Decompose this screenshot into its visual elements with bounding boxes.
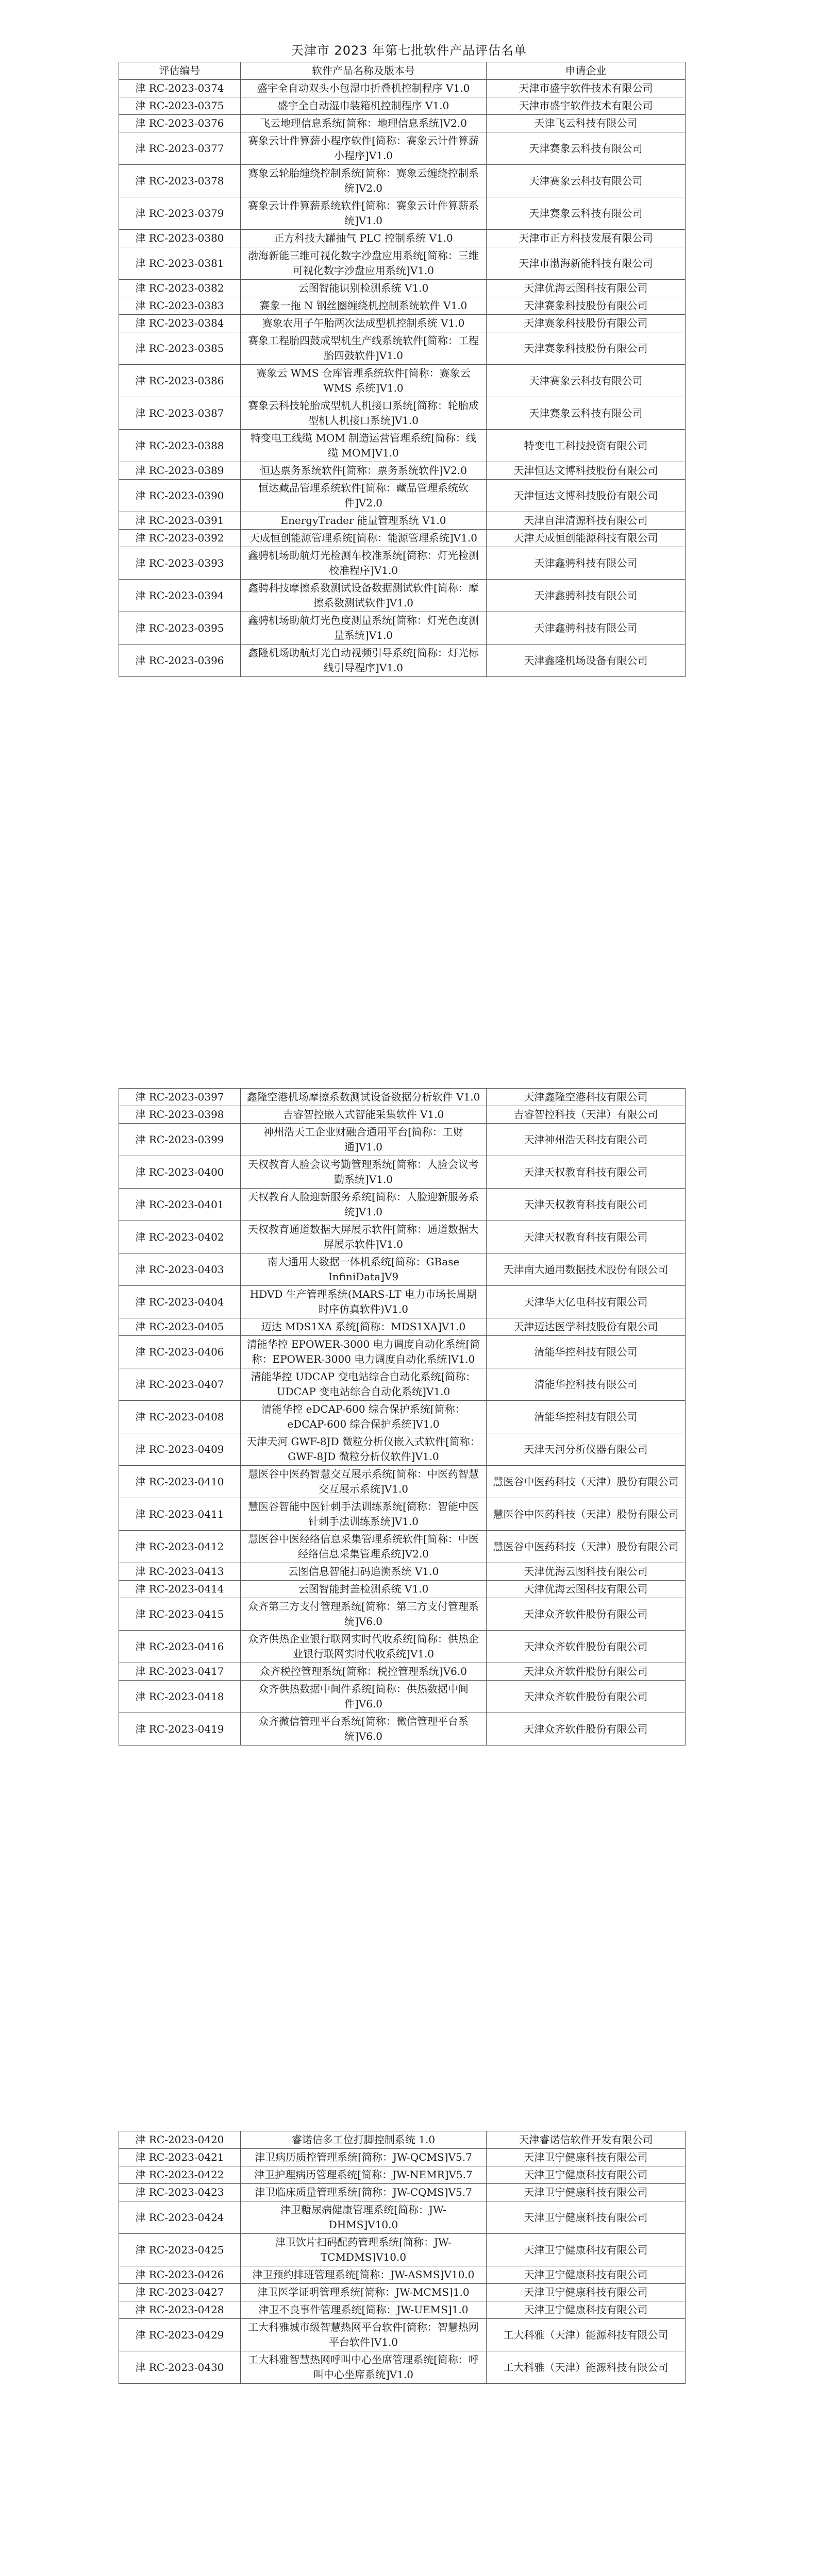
table-row <box>119 1156 686 1189</box>
company-cell: 天津卫宁健康科技有限公司 <box>487 2184 686 2201</box>
product-name-cell: 鑫隆空港机场摩擦系数测试设备数据分析软件 V1.0 <box>241 1089 487 1106</box>
product-name-cell: 神州浩天工企业财融合通用平台[简称：工财通]V1.0 <box>241 1124 487 1156</box>
evaluation-table-2 <box>119 1088 686 1745</box>
product-name-cell: 盛宇全自动湿巾装箱机控制程序 V1.0 <box>241 97 487 115</box>
table-row <box>119 480 686 512</box>
company-cell: 天津卫宁健康科技有限公司 <box>487 2166 686 2184</box>
product-name-cell: 众齐微信管理平台系统[简称：微信管理平台系统]V6.0 <box>241 1713 487 1745</box>
company-cell: 天津鑫骋科技有限公司 <box>487 580 686 612</box>
company-cell: 天津神州浩天科技有限公司 <box>487 1124 686 1156</box>
company-cell: 天津卫宁健康科技有限公司 <box>487 2149 686 2166</box>
product-name-cell: HDVD 生产管理系统(MARS-LT 电力市场长周期时序仿真软件)V1.0 <box>241 1286 487 1318</box>
company-cell: 天津迈达医学科技股份有限公司 <box>487 1318 686 1336</box>
eval-id-cell: 津 RC-2023-0379 <box>119 197 241 230</box>
eval-id-cell: 津 RC-2023-0422 <box>119 2166 241 2184</box>
table-row <box>119 332 686 365</box>
product-name-cell: 津卫糖尿病健康管理系统[简称：JW-DHMS]V10.0 <box>241 2201 487 2234</box>
eval-id-cell: 津 RC-2023-0406 <box>119 1336 241 1368</box>
page-title: 天津市 2023 年第七批软件产品评估名单 <box>291 43 527 58</box>
table-row <box>119 1286 686 1318</box>
product-name-cell: 慧医谷中医药智慧交互展示系统[简称：中医药智慧交互展示系统]V1.0 <box>241 1466 487 1498</box>
eval-id-cell: 津 RC-2023-0400 <box>119 1156 241 1189</box>
product-name-cell: 赛象云轮胎缠绕控制系统[简称：赛象云缠绕控制系统]V2.0 <box>241 165 487 197</box>
table-row <box>119 1433 686 1466</box>
eval-id-cell: 津 RC-2023-0376 <box>119 115 241 132</box>
eval-id-cell: 津 RC-2023-0380 <box>119 230 241 247</box>
eval-id-cell: 津 RC-2023-0402 <box>119 1221 241 1253</box>
evaluation-table-3 <box>119 2131 686 2384</box>
product-name-cell: 迈达 MDS1XA 系统[简称：MDS1XA]V1.0 <box>241 1318 487 1336</box>
eval-id-cell: 津 RC-2023-0393 <box>119 547 241 580</box>
eval-id-cell: 津 RC-2023-0404 <box>119 1286 241 1318</box>
eval-id-cell: 津 RC-2023-0413 <box>119 1563 241 1581</box>
table-row <box>119 297 686 315</box>
product-name-cell: 赛象农用子午胎两次法成型机控制系统 V1.0 <box>241 315 487 332</box>
table-row <box>119 2201 686 2234</box>
table-row <box>119 1253 686 1286</box>
company-cell: 天津优海云图科技有限公司 <box>487 280 686 297</box>
product-name-cell: 津卫预约排班管理系统[简称：JW-ASMS]V10.0 <box>241 2266 487 2284</box>
product-name-cell: 津卫病历质控管理系统[简称：JW-QCMS]V5.7 <box>241 2149 487 2166</box>
eval-id-cell: 津 RC-2023-0412 <box>119 1531 241 1563</box>
product-name-cell: 南大通用大数据一体机系统[简称：GBase InfiniData]V9 <box>241 1253 487 1286</box>
product-name-cell: 盛宇全自动双头小包湿巾折叠机控制程序 V1.0 <box>241 80 487 97</box>
eval-id-cell: 津 RC-2023-0392 <box>119 530 241 547</box>
product-name-cell: 津卫饮片扫码配药管理系统[简称：JW-TCMDMS]V10.0 <box>241 2234 487 2266</box>
product-name-cell: 天成恒创能源管理系统[简称：能源管理系统]V1.0 <box>241 530 487 547</box>
product-name-cell: 津卫护理病历管理系统[简称：JW-NEMR]V5.7 <box>241 2166 487 2184</box>
product-name-cell: 云图信息智能扫码追溯系统 V1.0 <box>241 1563 487 1581</box>
product-name-cell: 众齐税控管理系统[简称：税控管理系统]V6.0 <box>241 1663 487 1681</box>
product-name-cell: 赛象云计件算薪系统软件[简称：赛象云计件算薪系统]V1.0 <box>241 197 487 230</box>
table-header-row <box>119 62 686 80</box>
table-row <box>119 547 686 580</box>
eval-id-cell: 津 RC-2023-0381 <box>119 247 241 280</box>
table-row <box>119 2184 686 2201</box>
table-row <box>119 530 686 547</box>
table-row <box>119 365 686 397</box>
eval-id-cell: 津 RC-2023-0430 <box>119 2351 241 2384</box>
table-row <box>119 397 686 430</box>
table-row <box>119 2234 686 2266</box>
company-cell: 天津众齐软件股份有限公司 <box>487 1713 686 1745</box>
company-cell: 清能华控科技有限公司 <box>487 1401 686 1433</box>
eval-id-cell: 津 RC-2023-0420 <box>119 2131 241 2149</box>
table-row <box>119 2351 686 2384</box>
product-name-cell: 鑫隆机场助航灯光自动视频引导系统[简称：灯光标线引导程序]V1.0 <box>241 645 487 677</box>
company-cell: 天津众齐软件股份有限公司 <box>487 1681 686 1713</box>
company-cell: 清能华控科技有限公司 <box>487 1336 686 1368</box>
eval-id-cell: 津 RC-2023-0389 <box>119 462 241 480</box>
table-row <box>119 1681 686 1713</box>
company-cell: 天津市盛宇软件技术有限公司 <box>487 97 686 115</box>
eval-id-cell: 津 RC-2023-0417 <box>119 1663 241 1681</box>
table-row <box>119 1089 686 1106</box>
company-cell: 工大科雅（天津）能源科技有限公司 <box>487 2351 686 2384</box>
table-row <box>119 1336 686 1368</box>
product-name-cell: 工大科雅智慧热网呼叫中心坐席管理系统[简称：呼叫中心坐席系统]V1.0 <box>241 2351 487 2384</box>
table-row <box>119 1221 686 1253</box>
company-cell: 天津鑫隆空港科技有限公司 <box>487 1089 686 1106</box>
table-row <box>119 462 686 480</box>
eval-id-cell: 津 RC-2023-0396 <box>119 645 241 677</box>
product-name-cell: 天权教育通道数据大屏展示软件[简称：通道数据大屏展示软件]V1.0 <box>241 1221 487 1253</box>
table-body <box>119 1089 686 1745</box>
company-cell: 天津赛象科技股份有限公司 <box>487 332 686 365</box>
eval-id-cell: 津 RC-2023-0403 <box>119 1253 241 1286</box>
company-cell: 天津南大通用数据技术股份有限公司 <box>487 1253 686 1286</box>
table-row <box>119 197 686 230</box>
eval-id-cell: 津 RC-2023-0414 <box>119 1581 241 1598</box>
company-cell: 清能华控科技有限公司 <box>487 1368 686 1401</box>
table-row <box>119 645 686 677</box>
company-cell: 特变电工科技投资有限公司 <box>487 430 686 462</box>
company-cell: 天津众齐软件股份有限公司 <box>487 1663 686 1681</box>
company-cell: 天津恒达文博科技股份有限公司 <box>487 480 686 512</box>
table-row <box>119 132 686 165</box>
product-name-cell: 鑫骋机场助航灯光检测车校准系统[简称：灯光检测校准程序]V1.0 <box>241 547 487 580</box>
company-cell: 天津赛象云科技有限公司 <box>487 197 686 230</box>
table-row <box>119 165 686 197</box>
company-cell: 天津天成恒创能源科技有限公司 <box>487 530 686 547</box>
company-cell: 吉睿智控科技（天津）有限公司 <box>487 1106 686 1124</box>
product-name-cell: 工大科雅城市级智慧热网平台软件[简称：智慧热网平台软件]V1.0 <box>241 2319 487 2351</box>
company-cell: 天津优海云图科技有限公司 <box>487 1563 686 1581</box>
table-row <box>119 280 686 297</box>
eval-id-cell: 津 RC-2023-0394 <box>119 580 241 612</box>
product-name-cell: 赛象云计件算薪小程序软件[简称：赛象云计件算薪小程序]V1.0 <box>241 132 487 165</box>
product-name-cell: 赛象工程胎四鼓成型机生产线系统软件[简称：工程胎四鼓软件]V1.0 <box>241 332 487 365</box>
eval-id-cell: 津 RC-2023-0407 <box>119 1368 241 1401</box>
eval-id-cell: 津 RC-2023-0421 <box>119 2149 241 2166</box>
header-product: 软件产品名称及版本号 <box>241 62 487 80</box>
table-body <box>119 80 686 677</box>
product-name-cell: 众齐第三方支付管理系统[简称：第三方支付管理系统]V6.0 <box>241 1598 487 1631</box>
eval-id-cell: 津 RC-2023-0397 <box>119 1089 241 1106</box>
table-row <box>119 97 686 115</box>
company-cell: 天津市渤海新能科技有限公司 <box>487 247 686 280</box>
evaluation-table-1 <box>119 62 686 677</box>
company-cell: 天津天权教育科技有限公司 <box>487 1156 686 1189</box>
table-row <box>119 1368 686 1401</box>
company-cell: 慧医谷中医药科技（天津）股份有限公司 <box>487 1531 686 1563</box>
eval-id-cell: 津 RC-2023-0385 <box>119 332 241 365</box>
company-cell: 天津卫宁健康科技有限公司 <box>487 2234 686 2266</box>
table-row <box>119 1531 686 1563</box>
eval-id-cell: 津 RC-2023-0395 <box>119 612 241 645</box>
company-cell: 天津天河分析仪器有限公司 <box>487 1433 686 1466</box>
company-cell: 天津赛象云科技有限公司 <box>487 365 686 397</box>
product-name-cell: 恒达藏品管理系统软件[简称：藏品管理系统软件]V2.0 <box>241 480 487 512</box>
company-cell: 天津睿诺信软件开发有限公司 <box>487 2131 686 2149</box>
eval-id-cell: 津 RC-2023-0410 <box>119 1466 241 1498</box>
company-cell: 天津赛象云科技有限公司 <box>487 165 686 197</box>
table-row <box>119 2131 686 2149</box>
table-row <box>119 2149 686 2166</box>
eval-id-cell: 津 RC-2023-0384 <box>119 315 241 332</box>
product-name-cell: 云图智能封盖检测系统 V1.0 <box>241 1581 487 1598</box>
table-row <box>119 1713 686 1745</box>
product-name-cell: 慧医谷智能中医针刺手法训练系统[简称：智能中医针刺手法训练系统]V1.0 <box>241 1498 487 1531</box>
company-cell: 天津天权教育科技有限公司 <box>487 1189 686 1221</box>
company-cell: 天津鑫骋科技有限公司 <box>487 612 686 645</box>
table-body <box>119 2131 686 2384</box>
table-row <box>119 315 686 332</box>
product-name-cell: EnergyTrader 能量管理系统 V1.0 <box>241 512 487 530</box>
table-row <box>119 2266 686 2284</box>
product-name-cell: 清能华控 UDCAP 变电站综合自动化系统[简称：UDCAP 变电站综合自动化系统]V1.0 <box>241 1368 487 1401</box>
company-cell: 天津卫宁健康科技有限公司 <box>487 2301 686 2319</box>
company-cell: 天津市盛宇软件技术有限公司 <box>487 80 686 97</box>
eval-id-cell: 津 RC-2023-0378 <box>119 165 241 197</box>
eval-id-cell: 津 RC-2023-0408 <box>119 1401 241 1433</box>
table-row <box>119 512 686 530</box>
table-row <box>119 115 686 132</box>
table-row <box>119 1663 686 1681</box>
table-row <box>119 1401 686 1433</box>
eval-id-cell: 津 RC-2023-0426 <box>119 2266 241 2284</box>
product-name-cell: 慧医谷中医经络信息采集管理系统软件[简称：中医经络信息采集管理系统]V2.0 <box>241 1531 487 1563</box>
eval-id-cell: 津 RC-2023-0377 <box>119 132 241 165</box>
header-company: 申请企业 <box>487 62 686 80</box>
company-cell: 工大科雅（天津）能源科技有限公司 <box>487 2319 686 2351</box>
table-row <box>119 247 686 280</box>
eval-id-cell: 津 RC-2023-0415 <box>119 1598 241 1631</box>
eval-id-cell: 津 RC-2023-0387 <box>119 397 241 430</box>
company-cell: 天津鑫隆机场设备有限公司 <box>487 645 686 677</box>
eval-id-cell: 津 RC-2023-0423 <box>119 2184 241 2201</box>
product-name-cell: 清能华控 EPOWER-3000 电力调度自动化系统[简称：EPOWER-3000 电力调度自动化系统]V1.0 <box>241 1336 487 1368</box>
header-id: 评估编号 <box>119 62 241 80</box>
product-name-cell: 赛象一拖 N 钢丝圈缠绕机控制系统软件 V1.0 <box>241 297 487 315</box>
table-row <box>119 1581 686 1598</box>
product-name-cell: 众齐供热数据中间件系统[简称：供热数据中间件]V6.0 <box>241 1681 487 1713</box>
product-name-cell: 鑫骋科技摩擦系数测试设备数据测试软件[简称：摩擦系数测试软件]V1.0 <box>241 580 487 612</box>
product-name-cell: 恒达票务系统软件[简称：票务系统软件]V2.0 <box>241 462 487 480</box>
table-row <box>119 1124 686 1156</box>
eval-id-cell: 津 RC-2023-0416 <box>119 1631 241 1663</box>
eval-id-cell: 津 RC-2023-0375 <box>119 97 241 115</box>
eval-id-cell: 津 RC-2023-0425 <box>119 2234 241 2266</box>
eval-id-cell: 津 RC-2023-0424 <box>119 2201 241 2234</box>
product-name-cell: 渤海新能三维可视化数字沙盘应用系统[简称：三维可视化数字沙盘应用系统]V1.0 <box>241 247 487 280</box>
table-row <box>119 1318 686 1336</box>
product-name-cell: 飞云地理信息系统[简称：地理信息系统]V2.0 <box>241 115 487 132</box>
company-cell: 天津众齐软件股份有限公司 <box>487 1598 686 1631</box>
table-row <box>119 1189 686 1221</box>
company-cell: 天津自津清源科技有限公司 <box>487 512 686 530</box>
table-row <box>119 430 686 462</box>
product-name-cell: 正方科技大罐抽气 PLC 控制系统 V1.0 <box>241 230 487 247</box>
table-row <box>119 1498 686 1531</box>
company-cell: 天津赛象科技股份有限公司 <box>487 315 686 332</box>
eval-id-cell: 津 RC-2023-0390 <box>119 480 241 512</box>
company-cell: 慧医谷中医药科技（天津）股份有限公司 <box>487 1466 686 1498</box>
eval-id-cell: 津 RC-2023-0398 <box>119 1106 241 1124</box>
table-row <box>119 1106 686 1124</box>
product-name-cell: 天权教育人脸会议考勤管理系统[简称：人脸会议考勤系统]V1.0 <box>241 1156 487 1189</box>
company-cell: 天津卫宁健康科技有限公司 <box>487 2266 686 2284</box>
company-cell: 天津优海云图科技有限公司 <box>487 1581 686 1598</box>
eval-id-cell: 津 RC-2023-0409 <box>119 1433 241 1466</box>
company-cell: 天津市正方科技发展有限公司 <box>487 230 686 247</box>
table-row <box>119 1466 686 1498</box>
eval-id-cell: 津 RC-2023-0383 <box>119 297 241 315</box>
eval-id-cell: 津 RC-2023-0399 <box>119 1124 241 1156</box>
product-name-cell: 云图智能识别检测系统 V1.0 <box>241 280 487 297</box>
eval-id-cell: 津 RC-2023-0405 <box>119 1318 241 1336</box>
company-cell: 天津鑫骋科技有限公司 <box>487 547 686 580</box>
table-row <box>119 2166 686 2184</box>
product-name-cell: 鑫骋机场助航灯光色度测量系统[简称：灯光色度测量系统]V1.0 <box>241 612 487 645</box>
product-name-cell: 津卫临床质量管理系统[简称：JW-CQMS]V5.7 <box>241 2184 487 2201</box>
product-name-cell: 天权教育人脸迎新服务系统[简称：人脸迎新服务系统]V1.0 <box>241 1189 487 1221</box>
product-name-cell: 吉睿智控嵌入式智能采集软件 V1.0 <box>241 1106 487 1124</box>
eval-id-cell: 津 RC-2023-0419 <box>119 1713 241 1745</box>
company-cell: 天津赛象云科技有限公司 <box>487 132 686 165</box>
product-name-cell: 津卫不良事件管理系统[简称：JW-UEMS]1.0 <box>241 2301 487 2319</box>
company-cell: 慧医谷中医药科技（天津）股份有限公司 <box>487 1498 686 1531</box>
eval-id-cell: 津 RC-2023-0382 <box>119 280 241 297</box>
eval-id-cell: 津 RC-2023-0427 <box>119 2284 241 2301</box>
table-row <box>119 612 686 645</box>
product-name-cell: 津卫医学证明管理系统[简称：JW-MCMS]1.0 <box>241 2284 487 2301</box>
eval-id-cell: 津 RC-2023-0428 <box>119 2301 241 2319</box>
eval-id-cell: 津 RC-2023-0411 <box>119 1498 241 1531</box>
product-name-cell: 赛象云 WMS 仓库管理系统软件[简称：赛象云 WMS 系统]V1.0 <box>241 365 487 397</box>
company-cell: 天津赛象科技股份有限公司 <box>487 297 686 315</box>
company-cell: 天津天权教育科技有限公司 <box>487 1221 686 1253</box>
eval-id-cell: 津 RC-2023-0374 <box>119 80 241 97</box>
product-name-cell: 睿诺信多工位打脚控制系统 1.0 <box>241 2131 487 2149</box>
eval-id-cell: 津 RC-2023-0388 <box>119 430 241 462</box>
company-cell: 天津华大亿电科技有限公司 <box>487 1286 686 1318</box>
eval-id-cell: 津 RC-2023-0418 <box>119 1681 241 1713</box>
company-cell: 天津卫宁健康科技有限公司 <box>487 2201 686 2234</box>
product-name-cell: 天津天河 GWF-8JD 微粒分析仪嵌入式软件[简称：GWF-8JD 微粒分析仪软件]V1.0 <box>241 1433 487 1466</box>
product-name-cell: 特变电工线缆 MOM 制造运营管理系统[简称：线缆 MOM]V1.0 <box>241 430 487 462</box>
eval-id-cell: 津 RC-2023-0401 <box>119 1189 241 1221</box>
table-row <box>119 1563 686 1581</box>
company-cell: 天津飞云科技有限公司 <box>487 115 686 132</box>
eval-id-cell: 津 RC-2023-0391 <box>119 512 241 530</box>
eval-id-cell: 津 RC-2023-0386 <box>119 365 241 397</box>
table-row <box>119 2284 686 2301</box>
company-cell: 天津众齐软件股份有限公司 <box>487 1631 686 1663</box>
table-row <box>119 1631 686 1663</box>
company-cell: 天津卫宁健康科技有限公司 <box>487 2284 686 2301</box>
eval-id-cell: 津 RC-2023-0429 <box>119 2319 241 2351</box>
table-row <box>119 580 686 612</box>
table-row <box>119 2301 686 2319</box>
table-row <box>119 80 686 97</box>
product-name-cell: 众齐供热企业银行联网实时代收系统[简称：供热企业银行联网实时代收系统]V1.0 <box>241 1631 487 1663</box>
table-row <box>119 1598 686 1631</box>
table-row <box>119 2319 686 2351</box>
company-cell: 天津恒达文博科技股份有限公司 <box>487 462 686 480</box>
product-name-cell: 赛象云科技轮胎成型机人机接口系统[简称：轮胎成型机人机接口系统]V1.0 <box>241 397 487 430</box>
table-row <box>119 230 686 247</box>
company-cell: 天津赛象云科技有限公司 <box>487 397 686 430</box>
product-name-cell: 清能华控 eDCAP-600 综合保护系统[简称：eDCAP-600 综合保护系统]V1.0 <box>241 1401 487 1433</box>
